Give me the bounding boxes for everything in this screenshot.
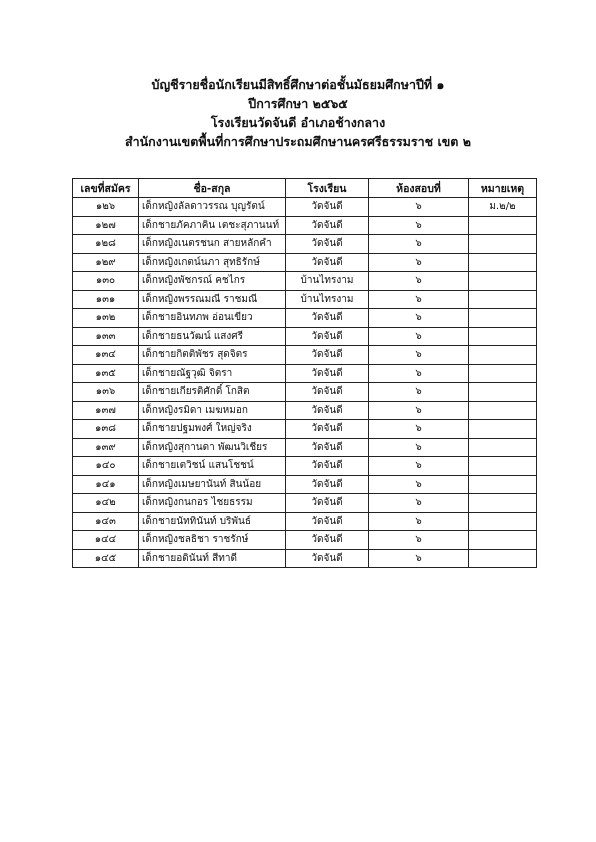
column-header-full-name: ชื่อ-สกุล bbox=[139, 179, 286, 198]
exam-room-cell: ๖ bbox=[369, 272, 469, 291]
exam-room-cell: ๖ bbox=[369, 216, 469, 235]
exam-room-cell: ๖ bbox=[369, 327, 469, 346]
student-name-cell: เด็กหญิงเนตรชนก สายหลักคำ bbox=[139, 235, 286, 254]
application-number-cell: ๑๓๕ bbox=[73, 364, 139, 383]
remarks-cell bbox=[469, 512, 537, 531]
exam-room-cell: ๖ bbox=[369, 401, 469, 420]
application-number-cell: ๑๔๔ bbox=[73, 531, 139, 550]
table-row bbox=[73, 272, 537, 291]
table-row bbox=[73, 475, 537, 494]
application-number-cell: ๑๔๐ bbox=[73, 457, 139, 476]
exam-room-cell: ๖ bbox=[369, 531, 469, 550]
student-name-cell: เด็กชายกิตติพัชร สุดจิตร bbox=[139, 346, 286, 365]
remarks-cell bbox=[469, 401, 537, 420]
table-row bbox=[73, 438, 537, 457]
document-header bbox=[0, 75, 596, 151]
remarks-cell bbox=[469, 549, 537, 568]
student-name-cell: เด็กหญิงพัชกรณ์ คชไกร bbox=[139, 272, 286, 291]
application-number-cell: ๑๓๙ bbox=[73, 438, 139, 457]
table-row bbox=[73, 290, 537, 309]
column-header-exam-room: ห้องสอบที่ bbox=[369, 179, 469, 198]
table-body bbox=[73, 198, 537, 568]
application-number-cell: ๑๓๒ bbox=[73, 309, 139, 328]
application-number-cell: ๑๒๘ bbox=[73, 235, 139, 254]
table-row bbox=[73, 420, 537, 439]
application-number-cell: ๑๒๖ bbox=[73, 198, 139, 217]
column-header-remarks: หมายเหตุ bbox=[469, 179, 537, 198]
exam-room-cell: ๖ bbox=[369, 253, 469, 272]
remarks-cell bbox=[469, 327, 537, 346]
exam-room-cell: ๖ bbox=[369, 364, 469, 383]
application-number-cell: ๑๓๐ bbox=[73, 272, 139, 291]
exam-room-cell: ๖ bbox=[369, 457, 469, 476]
school-cell: วัดจันดี bbox=[286, 457, 369, 476]
school-cell: วัดจันดี bbox=[286, 531, 369, 550]
application-number-cell: ๑๔๕ bbox=[73, 549, 139, 568]
student-name-cell: เด็กหญิงกนกอร ไชยธรรม bbox=[139, 494, 286, 513]
school-cell: วัดจันดี bbox=[286, 216, 369, 235]
student-name-cell: เด็กหญิงพรรณมณี ราชมณี bbox=[139, 290, 286, 309]
exam-room-cell: ๖ bbox=[369, 494, 469, 513]
school-cell: วัดจันดี bbox=[286, 438, 369, 457]
student-name-cell: เด็กชายณัฐวุฒิ จิตรา bbox=[139, 364, 286, 383]
exam-room-cell: ๖ bbox=[369, 383, 469, 402]
application-number-cell: ๑๓๖ bbox=[73, 383, 139, 402]
column-header-application-number: เลขที่สมัคร bbox=[73, 179, 139, 198]
education-office: สำนักงานเขตพื้นที่การศึกษาประถมศึกษานครศรีธรรมราช เขต ๒ bbox=[124, 134, 472, 149]
student-name-cell: เด็กหญิงเมษยานันท์ สินน้อย bbox=[139, 475, 286, 494]
exam-room-cell: ๖ bbox=[369, 290, 469, 309]
academic-year: ปีการศึกษา ๒๕๖๕ bbox=[248, 96, 348, 111]
remarks-cell bbox=[469, 272, 537, 291]
table-row bbox=[73, 198, 537, 217]
application-number-cell: ๑๔๑ bbox=[73, 475, 139, 494]
school-cell: วัดจันดี bbox=[286, 512, 369, 531]
school-cell: วัดจันดี bbox=[286, 475, 369, 494]
table-row bbox=[73, 531, 537, 550]
student-name-cell: เด็กหญิงลัลดาวรรณ บุญรัตน์ bbox=[139, 198, 286, 217]
student-name-cell: เด็กชายธนวัฒน์ แสงศรี bbox=[139, 327, 286, 346]
student-name-cell: เด็กหญิงรมิดา เมฆหมอก bbox=[139, 401, 286, 420]
student-name-cell: เด็กชายอินทภพ อ่อนเขียว bbox=[139, 309, 286, 328]
exam-room-cell: ๖ bbox=[369, 346, 469, 365]
document-title: บัญชีรายชื่อนักเรียนมีสิทธิ์ศึกษาต่อชั้นมัธยมศึกษาปีที่ ๑ bbox=[151, 77, 445, 92]
remarks-cell bbox=[469, 235, 537, 254]
student-name-cell: เด็กหญิงชลธิชา ราชรักษ์ bbox=[139, 531, 286, 550]
school-cell: บ้านไทรงาม bbox=[286, 290, 369, 309]
application-number-cell: ๑๓๓ bbox=[73, 327, 139, 346]
school-cell: วัดจันดี bbox=[286, 235, 369, 254]
remarks-cell bbox=[469, 309, 537, 328]
remarks-cell bbox=[469, 216, 537, 235]
student-name-cell: เด็กชายภัคภาคิน เตชะสุภานนท์ bbox=[139, 216, 286, 235]
table-row bbox=[73, 253, 537, 272]
student-name-cell: เด็กหญิงเกตน์นภา สุทธิรักษ์ bbox=[139, 253, 286, 272]
application-number-cell: ๑๓๗ bbox=[73, 401, 139, 420]
remarks-cell: ม.๒/๒ bbox=[469, 198, 537, 217]
exam-room-cell: ๖ bbox=[369, 438, 469, 457]
school-cell: วัดจันดี bbox=[286, 383, 369, 402]
table-row bbox=[73, 494, 537, 513]
table-row bbox=[73, 457, 537, 476]
table-row bbox=[73, 216, 537, 235]
school-cell: วัดจันดี bbox=[286, 346, 369, 365]
table-row bbox=[73, 383, 537, 402]
school-cell: วัดจันดี bbox=[286, 549, 369, 568]
table-row bbox=[73, 327, 537, 346]
table-row bbox=[73, 346, 537, 365]
student-name-cell: เด็กชายเตวิชน์ แสนโชชน์ bbox=[139, 457, 286, 476]
student-name-cell: เด็กชายปฐมพงศ์ ใหญ่จริง bbox=[139, 420, 286, 439]
table-row bbox=[73, 309, 537, 328]
student-name-cell: เด็กหญิงสุกานดา พัฒนวิเชียร bbox=[139, 438, 286, 457]
school-cell: บ้านไทรงาม bbox=[286, 272, 369, 291]
school-cell: วัดจันดี bbox=[286, 327, 369, 346]
school-cell: วัดจันดี bbox=[286, 198, 369, 217]
remarks-cell bbox=[469, 457, 537, 476]
remarks-cell bbox=[469, 494, 537, 513]
exam-room-cell: ๖ bbox=[369, 549, 469, 568]
remarks-cell bbox=[469, 290, 537, 309]
student-name-cell: เด็กชายนัททินันท์ บริพันธ์ bbox=[139, 512, 286, 531]
remarks-cell bbox=[469, 383, 537, 402]
remarks-cell bbox=[469, 531, 537, 550]
student-name-cell: เด็กชายอดินันท์ สีทาดี bbox=[139, 549, 286, 568]
school-cell: วัดจันดี bbox=[286, 401, 369, 420]
remarks-cell bbox=[469, 253, 537, 272]
table-row bbox=[73, 401, 537, 420]
exam-room-cell: ๖ bbox=[369, 475, 469, 494]
exam-room-cell: ๖ bbox=[369, 512, 469, 531]
school-cell: วัดจันดี bbox=[286, 420, 369, 439]
application-number-cell: ๑๓๔ bbox=[73, 346, 139, 365]
column-header-school: โรงเรียน bbox=[286, 179, 369, 198]
remarks-cell bbox=[469, 420, 537, 439]
remarks-cell bbox=[469, 438, 537, 457]
remarks-cell bbox=[469, 346, 537, 365]
remarks-cell bbox=[469, 475, 537, 494]
application-number-cell: ๑๒๗ bbox=[73, 216, 139, 235]
school-cell: วัดจันดี bbox=[286, 309, 369, 328]
table-row bbox=[73, 235, 537, 254]
exam-room-cell: ๖ bbox=[369, 309, 469, 328]
table-row bbox=[73, 364, 537, 383]
exam-room-cell: ๖ bbox=[369, 198, 469, 217]
application-number-cell: ๑๓๑ bbox=[73, 290, 139, 309]
school-cell: วัดจันดี bbox=[286, 364, 369, 383]
school-cell: วัดจันดี bbox=[286, 494, 369, 513]
school-cell: วัดจันดี bbox=[286, 253, 369, 272]
table-row bbox=[73, 512, 537, 531]
remarks-cell bbox=[469, 364, 537, 383]
table-header-row bbox=[73, 179, 537, 198]
application-number-cell: ๑๔๒ bbox=[73, 494, 139, 513]
application-number-cell: ๑๓๘ bbox=[73, 420, 139, 439]
application-number-cell: ๑๔๓ bbox=[73, 512, 139, 531]
student-roster-table bbox=[72, 178, 537, 568]
school-name: โรงเรียนวัดจันดี อำเภอช้างกลาง bbox=[210, 115, 386, 130]
application-number-cell: ๑๒๙ bbox=[73, 253, 139, 272]
exam-room-cell: ๖ bbox=[369, 235, 469, 254]
student-name-cell: เด็กชายเกียรติศักดิ์ โกสิต bbox=[139, 383, 286, 402]
exam-room-cell: ๖ bbox=[369, 420, 469, 439]
table-row bbox=[73, 549, 537, 568]
